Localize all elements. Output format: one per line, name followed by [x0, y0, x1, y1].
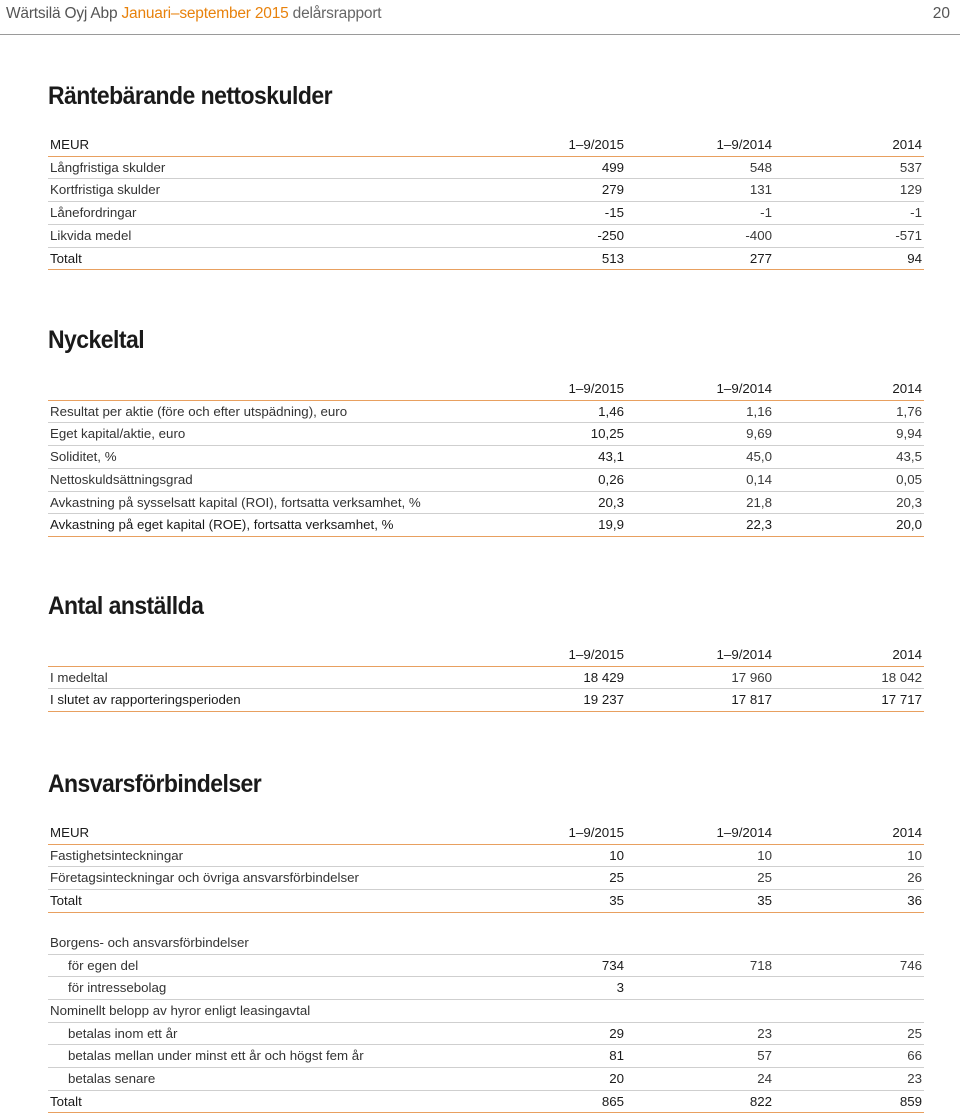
table-row — [48, 666, 924, 689]
cell-value: 17 817 — [626, 689, 774, 712]
cell-value: -250 — [498, 224, 626, 247]
table-row — [48, 446, 924, 469]
column-header: 1–9/2014 — [626, 644, 774, 666]
cell-value: 865 — [498, 1090, 626, 1113]
cell-value: 279 — [498, 179, 626, 202]
report-title — [6, 5, 381, 23]
guarantees-table — [48, 932, 924, 1113]
cell-value: 1,76 — [774, 400, 924, 423]
table-row — [48, 1045, 924, 1068]
table-row — [48, 202, 924, 225]
section-key-figures — [48, 324, 924, 537]
table-row — [48, 1068, 924, 1091]
cell-value: 0,05 — [774, 468, 924, 491]
table-header-row — [48, 378, 924, 400]
table-row — [48, 400, 924, 423]
cell-value: 26 — [774, 867, 924, 890]
column-header: 1–9/2014 — [626, 822, 774, 844]
cell-value: 0,26 — [498, 468, 626, 491]
table-row — [48, 224, 924, 247]
table-row — [48, 423, 924, 446]
cell-value: 1,16 — [626, 400, 774, 423]
cell-value: 10 — [626, 844, 774, 867]
table-row — [48, 179, 924, 202]
section-contingent-liabilities — [48, 768, 924, 1113]
page-number: 20 — [932, 5, 950, 22]
table-row — [48, 689, 924, 712]
cell-value: 548 — [626, 156, 774, 179]
row-label: för egen del — [48, 954, 498, 977]
column-header: 2014 — [774, 644, 924, 666]
table-row — [48, 867, 924, 890]
row-label: Resultat per aktie (före och efter utspädning), euro — [48, 400, 498, 423]
section-interest-bearing-debt — [48, 80, 924, 270]
cell-value: 131 — [626, 179, 774, 202]
cell-value: 499 — [498, 156, 626, 179]
total-row — [48, 1090, 924, 1113]
column-header: 2014 — [774, 378, 924, 400]
cell-value: -1 — [626, 202, 774, 225]
cell-value: -400 — [626, 224, 774, 247]
column-header: MEUR — [48, 822, 498, 844]
cell-value: 9,69 — [626, 423, 774, 446]
row-label: Företagsinteckningar och övriga ansvarsförbindelser — [48, 867, 498, 890]
cell-value: 29 — [498, 1022, 626, 1045]
table-header-row — [48, 134, 924, 156]
column-header: 1–9/2015 — [498, 134, 626, 156]
row-label: Totalt — [48, 247, 498, 270]
subheading-row — [48, 999, 924, 1022]
cell-value: 20 — [498, 1068, 626, 1091]
cell-value: 822 — [626, 1090, 774, 1113]
page-header — [0, 0, 960, 35]
total-row — [48, 247, 924, 270]
row-label: för intressebolag — [48, 977, 498, 1000]
cell-value: 24 — [626, 1068, 774, 1091]
cell-value: 17 960 — [626, 666, 774, 689]
row-label: Avkastning på sysselsatt kapital (ROI), fortsatta verksamhet, % — [48, 491, 498, 514]
row-label: Likvida medel — [48, 224, 498, 247]
subheading: Nominellt belopp av hyror enligt leasingavtal — [48, 999, 924, 1022]
cell-value: 859 — [774, 1090, 924, 1113]
cell-value: 537 — [774, 156, 924, 179]
cell-value: 513 — [498, 247, 626, 270]
column-header: 2014 — [774, 822, 924, 844]
cell-value: 1,46 — [498, 400, 626, 423]
column-header: 1–9/2015 — [498, 822, 626, 844]
row-label: betalas mellan under minst ett år och högst fem år — [48, 1045, 498, 1068]
cell-value: 18 429 — [498, 666, 626, 689]
column-header: 1–9/2014 — [626, 134, 774, 156]
table-header-row — [48, 644, 924, 666]
kpi-table — [48, 378, 924, 537]
cell-value: 25 — [774, 1022, 924, 1045]
row-label: I slutet av rapporteringsperioden — [48, 689, 498, 712]
column-header: 2014 — [774, 134, 924, 156]
column-header: 1–9/2014 — [626, 378, 774, 400]
subheading-row — [48, 932, 924, 954]
section-title: Nyckeltal — [48, 326, 145, 354]
table-row — [48, 468, 924, 491]
cell-value: 43,5 — [774, 446, 924, 469]
cell-value: 734 — [498, 954, 626, 977]
cell-value: 35 — [626, 890, 774, 913]
row-label: Nettoskuldsättningsgrad — [48, 468, 498, 491]
table-header-row — [48, 822, 924, 844]
cell-value: 10 — [774, 844, 924, 867]
table-row — [48, 491, 924, 514]
company-name: Wärtsilä Oyj Abp — [6, 5, 118, 22]
row-label: Totalt — [48, 890, 498, 913]
total-row — [48, 890, 924, 913]
table-row — [48, 977, 924, 1000]
cell-value: 9,94 — [774, 423, 924, 446]
cell-value: 23 — [626, 1022, 774, 1045]
column-header: MEUR — [48, 134, 498, 156]
cell-value: 22,3 — [626, 514, 774, 537]
debt-table — [48, 134, 924, 270]
cell-value: 81 — [498, 1045, 626, 1068]
cell-value: 21,8 — [626, 491, 774, 514]
cell-value: 25 — [626, 867, 774, 890]
row-label: Soliditet, % — [48, 446, 498, 469]
section-employees — [48, 590, 924, 712]
cell-value: 20,0 — [774, 514, 924, 537]
cell-value: 23 — [774, 1068, 924, 1091]
cell-value: 0,14 — [626, 468, 774, 491]
column-header: 1–9/2015 — [498, 644, 626, 666]
cell-value: 19,9 — [498, 514, 626, 537]
cell-value: 129 — [774, 179, 924, 202]
cell-value: 35 — [498, 890, 626, 913]
cell-value: 277 — [626, 247, 774, 270]
cell-value: -15 — [498, 202, 626, 225]
row-label: betalas senare — [48, 1068, 498, 1091]
cell-value: 3 — [498, 977, 626, 1000]
cell-value: 18 042 — [774, 666, 924, 689]
cell-value: 43,1 — [498, 446, 626, 469]
cell-value: 94 — [774, 247, 924, 270]
report-period: Januari–september 2015 — [121, 5, 289, 22]
column-header: 1–9/2015 — [498, 378, 626, 400]
row-label: Kortfristiga skulder — [48, 179, 498, 202]
row-label: Lånefordringar — [48, 202, 498, 225]
table-row — [48, 156, 924, 179]
cell-value: 10 — [498, 844, 626, 867]
table-row — [48, 1022, 924, 1045]
cell-value — [774, 977, 924, 1000]
row-label: Avkastning på eget kapital (ROE), fortsatta verksamhet, % — [48, 514, 498, 537]
cell-value: 20,3 — [498, 491, 626, 514]
cell-value — [626, 977, 774, 1000]
row-label: Eget kapital/aktie, euro — [48, 423, 498, 446]
staff-table — [48, 644, 924, 712]
cell-value: 66 — [774, 1045, 924, 1068]
report-type: delårsrapport — [292, 5, 382, 22]
row-label: I medeltal — [48, 666, 498, 689]
cell-value: -1 — [774, 202, 924, 225]
row-label: betalas inom ett år — [48, 1022, 498, 1045]
cell-value: 746 — [774, 954, 924, 977]
table-row — [48, 514, 924, 537]
contingent-table — [48, 822, 924, 913]
cell-value: 20,3 — [774, 491, 924, 514]
cell-value: 10,25 — [498, 423, 626, 446]
subheading: Borgens- och ansvarsförbindelser — [48, 932, 924, 954]
row-label: Långfristiga skulder — [48, 156, 498, 179]
table-row — [48, 844, 924, 867]
cell-value: 25 — [498, 867, 626, 890]
cell-value: 57 — [626, 1045, 774, 1068]
section-title: Ansvarsförbindelser — [48, 770, 262, 798]
row-label: Fastighetsinteckningar — [48, 844, 498, 867]
cell-value: 36 — [774, 890, 924, 913]
cell-value: 45,0 — [626, 446, 774, 469]
row-label: Totalt — [48, 1090, 498, 1113]
cell-value: 718 — [626, 954, 774, 977]
section-title: Räntebärande nettoskulder — [48, 82, 332, 110]
column-header — [48, 378, 498, 400]
column-header — [48, 644, 498, 666]
table-row — [48, 954, 924, 977]
cell-value: 17 717 — [774, 689, 924, 712]
cell-value: 19 237 — [498, 689, 626, 712]
section-title: Antal anställda — [48, 592, 204, 620]
cell-value: -571 — [774, 224, 924, 247]
